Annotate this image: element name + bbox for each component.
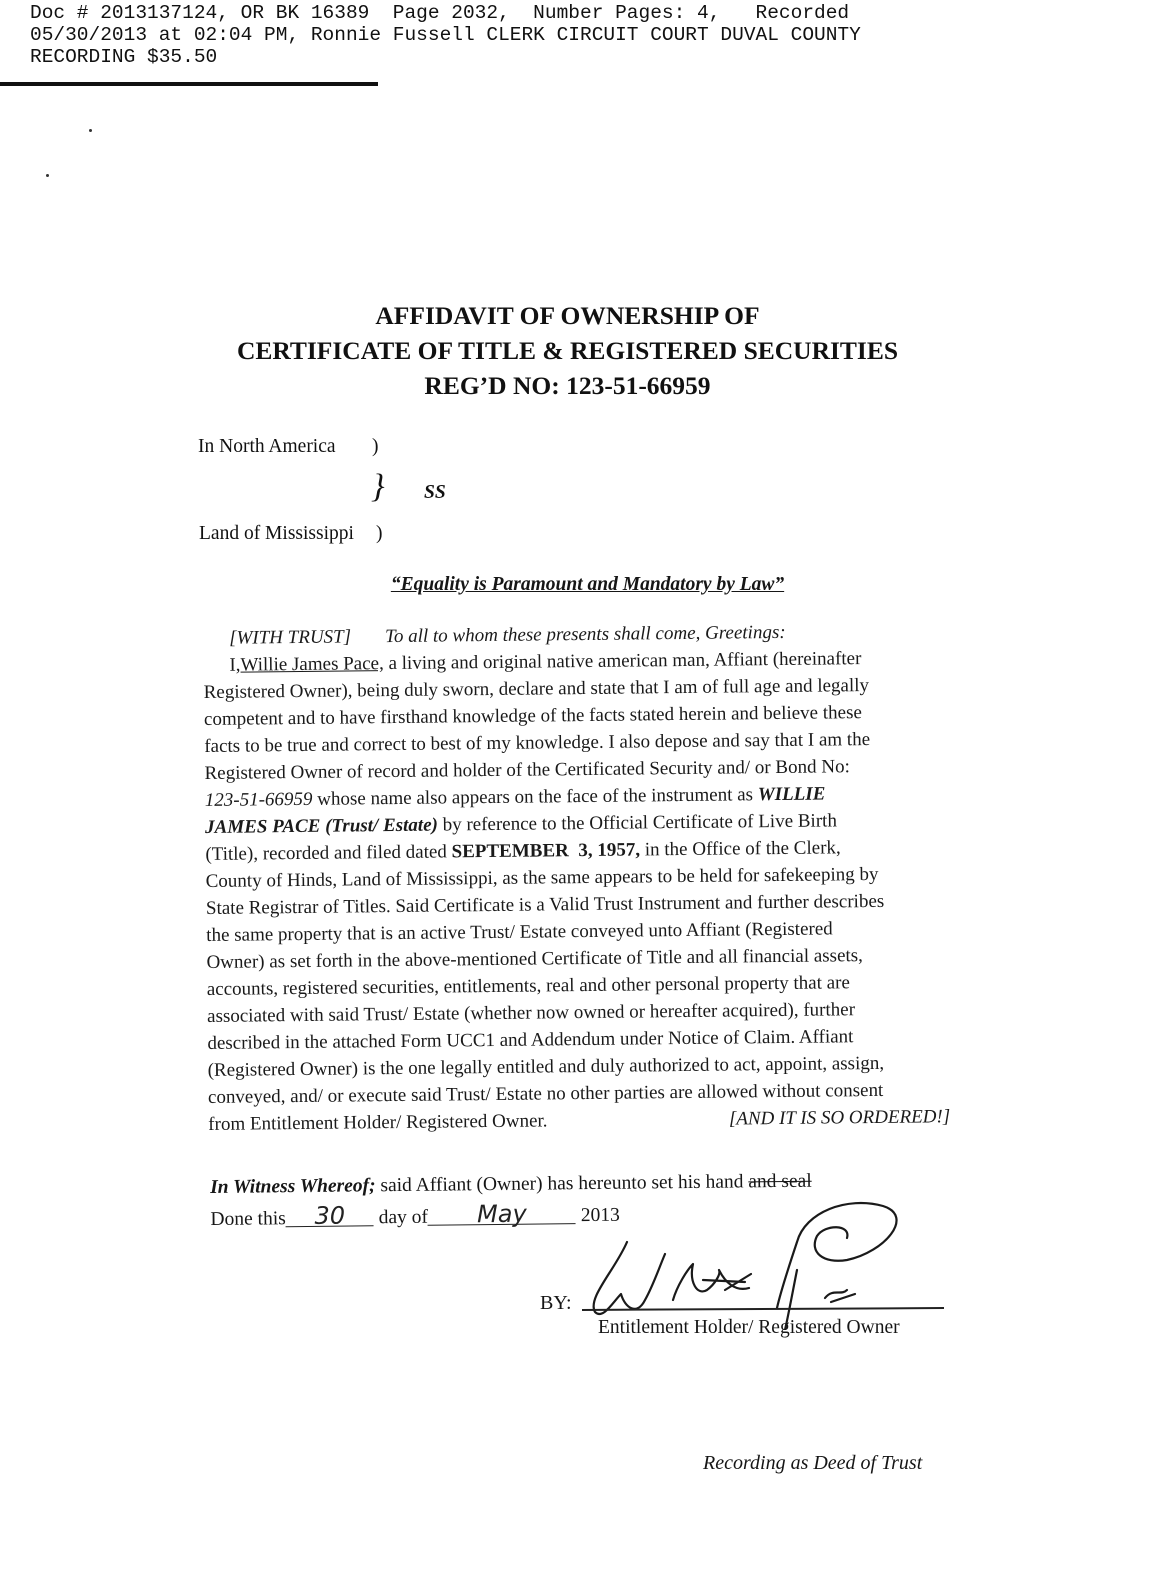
affiant-name: Willie James Pace, bbox=[240, 653, 384, 676]
so-ordered: [AND IT IS SO ORDERED!] bbox=[728, 1106, 951, 1130]
struck-seal: and seal bbox=[748, 1170, 812, 1193]
title-line-1: AFFIDAVIT OF OWNERSHIP OF bbox=[375, 301, 760, 330]
body-line-18: conveyed, and/ or execute said Trust/ Estate no other parties are allowed without consent bbox=[207, 1079, 884, 1108]
body-line-6: Registered Owner of record and holder of the Certificated Security and/ or Bond No: bbox=[204, 756, 850, 784]
body-line-2-post: a living and original native american man, Affiant (hereinafter bbox=[383, 648, 862, 675]
birth-date: SEPTEMBER 3, 1957, bbox=[451, 839, 641, 863]
body-line-12: the same property that is an active Trust/ Estate conveyed unto Affiant (Registered bbox=[206, 918, 833, 946]
day-field: 30 bbox=[286, 1205, 374, 1227]
body-line-13: Owner) as set forth in the above-mentioned Certificate of Title and all financial assets, bbox=[206, 945, 863, 973]
body-line-2-pre: I, bbox=[229, 654, 241, 676]
stamp-line-1: Doc # 2013137124, OR BK 16389 Page 2032, Number Pages: 4, Recorded bbox=[30, 2, 850, 24]
month-field: May bbox=[428, 1203, 576, 1226]
body-line-9-pre: (Title), recorded and filed dated bbox=[205, 841, 452, 865]
body-line-15: associated with said Trust/ Estate (whether now owned or hereafter acquired), further bbox=[206, 999, 856, 1027]
witness-lead: In Witness Whereof; bbox=[210, 1175, 376, 1198]
venue-line-2: Land of Mississippi bbox=[199, 523, 354, 544]
recording-stamp bbox=[30, 2, 861, 68]
day-of-label: day of bbox=[378, 1206, 429, 1229]
body-line-11: State Registrar of Titles. Said Certificate is a Valid Trust Instrument and further describes bbox=[205, 890, 885, 919]
owner-name-part-2: JAMES PACE (Trust/ Estate) bbox=[205, 814, 439, 838]
venue-line-1: In North America bbox=[198, 436, 336, 457]
title-line-3: REG’D NO: 123-51-66959 bbox=[424, 371, 711, 400]
body-line-19: from Entitlement Holder/ Registered Owner. bbox=[208, 1110, 548, 1135]
body-line-16: described in the attached Form UCC1 and Addendum under Notice of Claim. Affiant bbox=[207, 1026, 854, 1054]
venue-paren-2: ) bbox=[376, 523, 383, 544]
body-line-4: competent and to have firsthand knowledge of the facts stated herein and believe these bbox=[203, 702, 862, 730]
body-line-10: County of Hinds, Land of Mississippi, as the same appears to be held for safekeeping by bbox=[205, 863, 879, 892]
body-line-9-post: in the Office of the Clerk, bbox=[639, 837, 841, 861]
owner-name-part-1: WILLIE bbox=[757, 783, 826, 806]
scan-speck bbox=[46, 174, 49, 177]
witness-text: said Affiant (Owner) has hereunto set his hand bbox=[375, 1171, 749, 1197]
greeting: To all to whom these presents shall come, Greetings: bbox=[384, 621, 786, 648]
done-this-label: Done this bbox=[210, 1208, 286, 1230]
footer-note: Recording as Deed of Trust bbox=[703, 1452, 923, 1474]
trust-tag: [WITH TRUST] bbox=[229, 626, 352, 649]
stamp-line-3: RECORDING $35.50 bbox=[30, 46, 218, 68]
maxim: “Equality is Paramount and Mandatory by Law” bbox=[390, 574, 785, 595]
affidavit-body bbox=[203, 617, 950, 1138]
by-label: BY: bbox=[540, 1292, 572, 1314]
body-line-3: Registered Owner), being duly sworn, declare and state that I am of full age and legally bbox=[203, 675, 870, 703]
venue-paren-1: ) bbox=[372, 436, 379, 457]
title-line-2: CERTIFICATE OF TITLE & REGISTERED SECURITIES bbox=[236, 336, 899, 365]
bond-number: 123-51-66959 bbox=[204, 788, 313, 811]
body-line-14: accounts, registered securities, entitlements, real and other personal property that are bbox=[206, 972, 851, 1000]
stamp-line-2: 05/30/2013 at 02:04 PM, Ronnie Fussell CLERK CIRCUIT COURT DUVAL COUNTY bbox=[30, 24, 861, 46]
scan-speck bbox=[89, 129, 92, 132]
venue-brace: } bbox=[371, 468, 385, 505]
stamp-divider bbox=[0, 82, 378, 86]
document-title bbox=[0, 298, 1135, 403]
body-line-8-post: by reference to the Official Certificate of Live Birth bbox=[437, 810, 837, 836]
body-line-7-mid: whose name also appears on the face of the instrument as bbox=[312, 784, 758, 810]
body-line-5: facts to be true and correct to best of my knowledge. I also depose and say that I am the bbox=[204, 729, 871, 757]
body-line-17: (Registered Owner) is the one legally entitled and duly authorized to act, appoint, assign, bbox=[207, 1052, 885, 1081]
year: 2013 bbox=[580, 1204, 620, 1227]
venue-ss: SS bbox=[424, 482, 446, 503]
signature-caption: Entitlement Holder/ Registered Owner bbox=[598, 1317, 900, 1338]
